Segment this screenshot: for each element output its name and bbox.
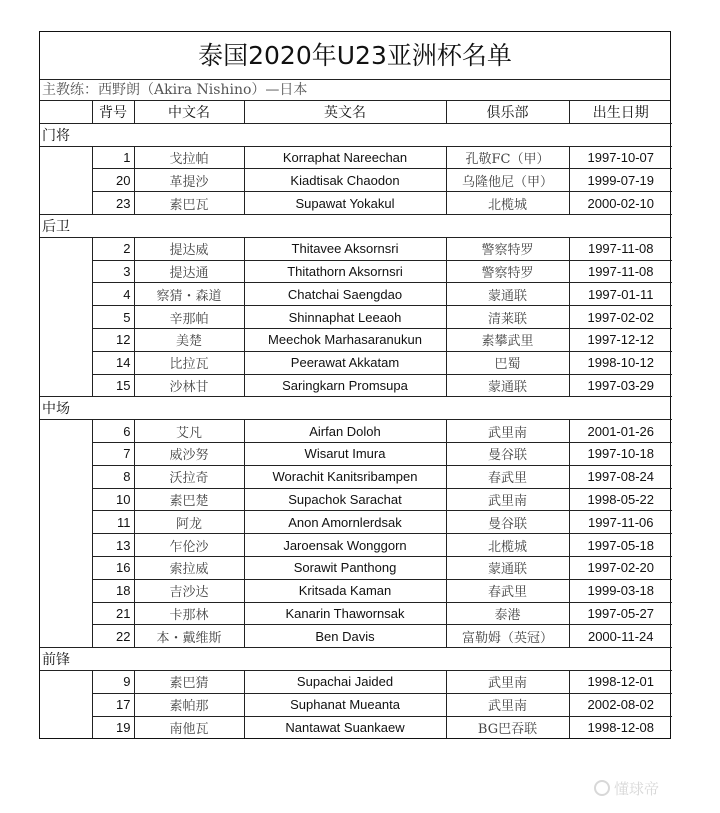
player-number: 5 (92, 306, 134, 329)
player-club: 泰港 (446, 602, 569, 625)
player-en-name: Saringkarn Promsupa (244, 374, 446, 397)
table-row (40, 146, 672, 169)
player-dob: 1999-03-18 (569, 579, 672, 602)
player-cn-name: 素巴瓦 (134, 192, 244, 215)
player-number: 20 (92, 169, 134, 192)
player-cn-name: 威沙努 (134, 442, 244, 465)
player-en-name: Wisarut Imura (244, 442, 446, 465)
player-number: 10 (92, 488, 134, 511)
indent-cell (40, 420, 92, 443)
player-en-name: Supachok Sarachat (244, 488, 446, 511)
player-dob: 1997-03-29 (569, 374, 672, 397)
player-en-name: Nantawat Suankaew (244, 716, 446, 738)
player-club: 北榄城 (446, 534, 569, 557)
player-dob: 1998-12-08 (569, 716, 672, 738)
player-cn-name: 南他瓦 (134, 716, 244, 738)
player-club: 乌隆他尼（甲） (446, 169, 569, 192)
table-row (40, 192, 672, 215)
player-cn-name: 察猜・森道 (134, 283, 244, 306)
player-cn-name: 卡那林 (134, 602, 244, 625)
player-dob: 1999-07-19 (569, 169, 672, 192)
section-row (40, 123, 672, 146)
player-number: 22 (92, 625, 134, 648)
player-dob: 1997-02-02 (569, 306, 672, 329)
player-cn-name: 戈拉帕 (134, 146, 244, 169)
indent-cell (40, 374, 92, 397)
player-club: 孔敬FC（甲） (446, 146, 569, 169)
player-cn-name: 艾凡 (134, 420, 244, 443)
header-row (40, 101, 672, 123)
player-number: 17 (92, 693, 134, 716)
section-row (40, 214, 672, 237)
player-number: 7 (92, 442, 134, 465)
coach-line: 主教练：西野朗（Akira Nishino）—日本 (40, 80, 670, 101)
indent-cell (40, 442, 92, 465)
indent-cell (40, 465, 92, 488)
player-club: 富勒姆（英冠） (446, 625, 569, 648)
player-dob: 2001-01-26 (569, 420, 672, 443)
player-en-name: Airfan Doloh (244, 420, 446, 443)
indent-cell (40, 192, 92, 215)
table-row (40, 283, 672, 306)
player-cn-name: 乍伦沙 (134, 534, 244, 557)
player-cn-name: 沙林甘 (134, 374, 244, 397)
player-en-name: Thitavee Aksornsri (244, 237, 446, 260)
player-cn-name: 素帕那 (134, 693, 244, 716)
player-en-name: Meechok Marhasaranukun (244, 328, 446, 351)
player-club: 春武里 (446, 465, 569, 488)
player-cn-name: 索拉威 (134, 556, 244, 579)
indent-cell (40, 488, 92, 511)
indent-cell (40, 534, 92, 557)
player-cn-name: 素巴猜 (134, 670, 244, 693)
section-label: 前锋 (40, 648, 672, 671)
indent-cell (40, 306, 92, 329)
player-cn-name: 吉沙达 (134, 579, 244, 602)
table-row (40, 625, 672, 648)
header-dob: 出生日期 (569, 101, 672, 123)
player-dob: 2002-08-02 (569, 693, 672, 716)
player-en-name: Kiadtisak Chaodon (244, 169, 446, 192)
section-label: 中场 (40, 397, 672, 420)
table-row (40, 579, 672, 602)
watermark (594, 776, 704, 800)
player-cn-name: 辛那帕 (134, 306, 244, 329)
player-dob: 1997-11-06 (569, 511, 672, 534)
player-en-name: Worachit Kanitsribampen (244, 465, 446, 488)
table-row (40, 237, 672, 260)
player-en-name: Jaroensak Wonggorn (244, 534, 446, 557)
player-en-name: Supawat Yokakul (244, 192, 446, 215)
player-cn-name: 提达通 (134, 260, 244, 283)
player-number: 18 (92, 579, 134, 602)
table-row (40, 534, 672, 557)
table-row (40, 374, 672, 397)
indent-cell (40, 169, 92, 192)
section-row (40, 648, 672, 671)
player-number: 2 (92, 237, 134, 260)
player-dob: 1997-10-18 (569, 442, 672, 465)
indent-cell (40, 146, 92, 169)
header-cn-name: 中文名 (134, 101, 244, 123)
player-en-name: Sorawit Panthong (244, 556, 446, 579)
player-number: 14 (92, 351, 134, 374)
indent-cell (40, 625, 92, 648)
player-number: 21 (92, 602, 134, 625)
player-club: 武里南 (446, 420, 569, 443)
player-club: 蒙通联 (446, 283, 569, 306)
player-dob: 1997-01-11 (569, 283, 672, 306)
player-club: 警察特罗 (446, 260, 569, 283)
header-blank-cell (40, 101, 92, 123)
table-row (40, 556, 672, 579)
player-dob: 1998-05-22 (569, 488, 672, 511)
player-cn-name: 美楚 (134, 328, 244, 351)
player-en-name: Shinnaphat Leeaoh (244, 306, 446, 329)
player-en-name: Kanarin Thawornsak (244, 602, 446, 625)
player-number: 23 (92, 192, 134, 215)
table-row (40, 306, 672, 329)
table-row (40, 693, 672, 716)
table-row (40, 465, 672, 488)
player-club: 警察特罗 (446, 237, 569, 260)
player-number: 16 (92, 556, 134, 579)
indent-cell (40, 693, 92, 716)
player-cn-name: 素巴楚 (134, 488, 244, 511)
player-en-name: Thitathorn Aksornsri (244, 260, 446, 283)
player-dob: 1997-02-20 (569, 556, 672, 579)
player-dob: 1997-11-08 (569, 260, 672, 283)
player-club: 武里南 (446, 693, 569, 716)
table-row (40, 670, 672, 693)
indent-cell (40, 556, 92, 579)
player-number: 4 (92, 283, 134, 306)
roster-body (40, 101, 672, 738)
player-en-name: Peerawat Akkatam (244, 351, 446, 374)
player-club: 曼谷联 (446, 442, 569, 465)
indent-cell (40, 237, 92, 260)
player-club: BG巴吞联 (446, 716, 569, 738)
player-en-name: Ben Davis (244, 625, 446, 648)
player-dob: 1997-11-08 (569, 237, 672, 260)
table-row (40, 602, 672, 625)
roster-table (40, 101, 672, 738)
player-dob: 1997-10-07 (569, 146, 672, 169)
player-dob: 1997-08-24 (569, 465, 672, 488)
player-en-name: Supachai Jaided (244, 670, 446, 693)
player-number: 11 (92, 511, 134, 534)
player-number: 15 (92, 374, 134, 397)
player-en-name: Chatchai Saengdao (244, 283, 446, 306)
watermark-text: 懂球帝 (614, 779, 660, 798)
player-dob: 1997-12-12 (569, 328, 672, 351)
table-row (40, 328, 672, 351)
player-club: 武里南 (446, 488, 569, 511)
table-row (40, 511, 672, 534)
player-club: 蒙通联 (446, 556, 569, 579)
table-row (40, 420, 672, 443)
table-row (40, 169, 672, 192)
player-cn-name: 比拉瓦 (134, 351, 244, 374)
table-row (40, 351, 672, 374)
player-number: 8 (92, 465, 134, 488)
indent-cell (40, 579, 92, 602)
table-row (40, 260, 672, 283)
indent-cell (40, 351, 92, 374)
indent-cell (40, 511, 92, 534)
roster-sheet (39, 31, 671, 739)
section-label: 门将 (40, 123, 672, 146)
page-title: 泰国2020年U23亚洲杯名单 (40, 32, 670, 80)
player-dob: 1998-12-01 (569, 670, 672, 693)
player-en-name: Kritsada Kaman (244, 579, 446, 602)
player-club: 蒙通联 (446, 374, 569, 397)
player-number: 3 (92, 260, 134, 283)
player-dob: 1998-10-12 (569, 351, 672, 374)
player-number: 13 (92, 534, 134, 557)
player-dob: 2000-11-24 (569, 625, 672, 648)
table-row (40, 716, 672, 738)
player-club: 武里南 (446, 670, 569, 693)
player-cn-name: 革提沙 (134, 169, 244, 192)
player-en-name: Korraphat Nareechan (244, 146, 446, 169)
player-number: 6 (92, 420, 134, 443)
header-number: 背号 (92, 101, 134, 123)
indent-cell (40, 328, 92, 351)
indent-cell (40, 670, 92, 693)
player-number: 9 (92, 670, 134, 693)
section-label: 后卫 (40, 214, 672, 237)
indent-cell (40, 716, 92, 738)
indent-cell (40, 602, 92, 625)
player-club: 素攀武里 (446, 328, 569, 351)
table-row (40, 442, 672, 465)
indent-cell (40, 260, 92, 283)
player-number: 1 (92, 146, 134, 169)
player-dob: 1997-05-27 (569, 602, 672, 625)
indent-cell (40, 283, 92, 306)
player-cn-name: 提达威 (134, 237, 244, 260)
player-cn-name: 本・戴维斯 (134, 625, 244, 648)
player-club: 曼谷联 (446, 511, 569, 534)
section-row (40, 397, 672, 420)
header-en-name: 英文名 (244, 101, 446, 123)
player-club: 北榄城 (446, 192, 569, 215)
player-number: 12 (92, 328, 134, 351)
header-club: 俱乐部 (446, 101, 569, 123)
player-number: 19 (92, 716, 134, 738)
player-club: 春武里 (446, 579, 569, 602)
watermark-logo-icon (594, 780, 610, 796)
table-row (40, 488, 672, 511)
player-en-name: Suphanat Mueanta (244, 693, 446, 716)
player-dob: 1997-05-18 (569, 534, 672, 557)
player-cn-name: 阿龙 (134, 511, 244, 534)
player-cn-name: 沃拉奇 (134, 465, 244, 488)
player-club: 巴蜀 (446, 351, 569, 374)
player-en-name: Anon Amornlerdsak (244, 511, 446, 534)
player-dob: 2000-02-10 (569, 192, 672, 215)
player-club: 清莱联 (446, 306, 569, 329)
